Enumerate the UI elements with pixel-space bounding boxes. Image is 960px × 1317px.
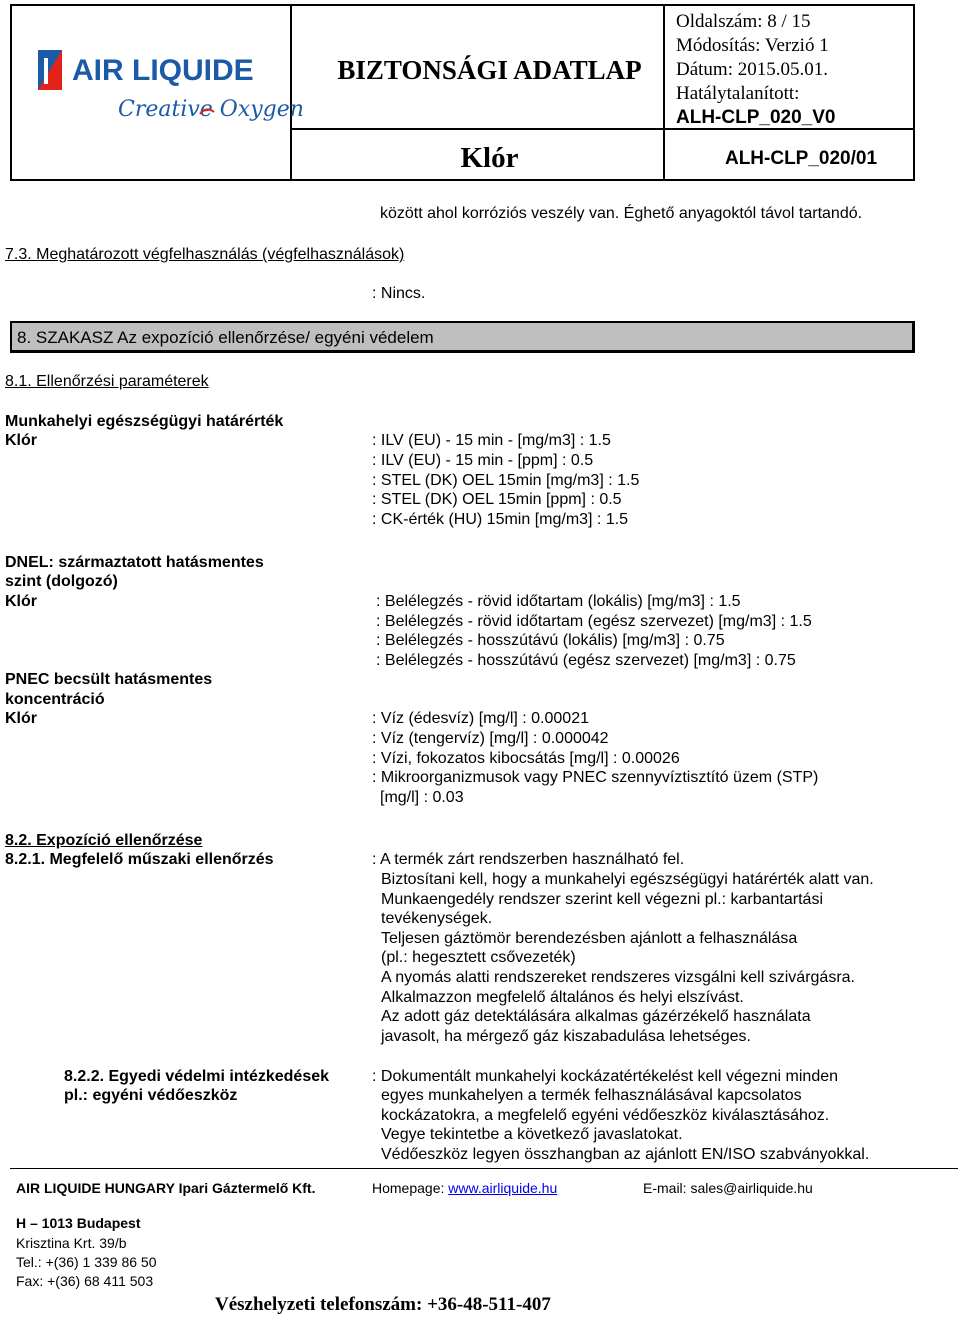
section-8-2-heading: 8.2. Expozíció ellenőrzése <box>5 832 203 849</box>
logo-tagline-text: Creative Oxygen <box>118 97 304 122</box>
document-code: ALH-CLP_020/01 <box>724 148 878 169</box>
ppe-line: Védőeszköz legyen összhangban az ajánlott EN/ISO szabványokkal. <box>381 1146 870 1163</box>
pnec-substance: Klór <box>5 710 37 727</box>
supersedes-label: Hatálytalanított: <box>676 83 800 104</box>
homepage-link[interactable]: www.airliquide.hu <box>448 1180 558 1196</box>
pnec-heading-cont: koncentráció <box>5 691 105 708</box>
date: Dátum: 2015.05.01. <box>676 59 828 80</box>
dnel-value: : Belélegzés - rövid időtartam (egész szervezet) [mg/m3] : 1.5 <box>376 613 812 630</box>
section-8-2-2-heading-cont: pl.: egyéni védőeszköz <box>64 1087 238 1104</box>
oel-heading: Munkahelyi egészségügyi határérték <box>5 413 284 430</box>
pnec-value: [mg/l] : 0.03 <box>380 789 464 806</box>
engineering-control-line: Biztosítani kell, hogy a munkahelyi egészségügyi határérték alatt van. <box>381 871 874 888</box>
pnec-value: : Víz (édesvíz) [mg/l] : 0.00021 <box>372 710 589 727</box>
document-title: BIZTONSÁGI ADATLAP <box>337 55 642 85</box>
continuation-text: között ahol korróziós veszély van. Éghető anyagoktól távol tartandó. <box>380 205 863 222</box>
document-header <box>10 4 915 181</box>
oel-value: : STEL (DK) OEL 15min [mg/m3] : 1.5 <box>372 472 640 489</box>
section-8-1-heading: 8.1. Ellenőrzési paraméterek <box>5 373 209 390</box>
air-liquide-logo <box>30 28 304 138</box>
product-name: Klór <box>460 142 519 174</box>
ppe-line: : Dokumentált munkahelyi kockázatértékelést kell végezni minden <box>372 1068 839 1085</box>
pnec-value: : Mikroorganizmusok vagy PNEC szennyvíztisztító üzem (STP) <box>372 769 819 786</box>
air-liquide-logo-mark <box>30 28 304 138</box>
section-8-title: 8. SZAKASZ Az expozíció ellenőrzése/ egyéni védelem <box>17 328 434 347</box>
oel-substance: Klór <box>5 432 37 449</box>
dnel-value: : Belélegzés - hosszútávú (lokális) [mg/m3] : 0.75 <box>376 632 725 649</box>
footer-email: E-mail: sales@airliquide.hu <box>643 1180 813 1196</box>
footer-company: AIR LIQUIDE HUNGARY Ipari Gáztermelő Kft. <box>16 1180 316 1196</box>
ppe-line: kockázatokra, a megfelelő egyéni védőeszköz kiválasztásához. <box>381 1107 830 1124</box>
revision: Módosítás: Verzió 1 <box>676 35 829 56</box>
oel-value: : CK-érték (HU) 15min [mg/m3] : 1.5 <box>372 511 629 528</box>
engineering-control-line: Alkalmazzon megfelelő általános és helyi elszívást. <box>381 989 744 1006</box>
section-8-2-2-heading: 8.2.2. Egyedi védelmi intézkedések <box>64 1068 330 1085</box>
oel-value: : STEL (DK) OEL 15min [ppm] : 0.5 <box>372 491 622 508</box>
section-8-banner <box>10 321 915 353</box>
engineering-control-line: javasolt, ha mérgező gáz kiszabadulása lehetséges. <box>381 1028 751 1045</box>
dnel-value: : Belélegzés - rövid időtartam (lokális) [mg/m3] : 1.5 <box>376 593 741 610</box>
pnec-value: : Víz (tengervíz) [mg/l] : 0.000042 <box>372 730 609 747</box>
pnec-value: : Vízi, fokozatos kibocsátás [mg/l] : 0.00026 <box>372 750 680 767</box>
engineering-control-line: tevékenységek. <box>381 910 493 927</box>
footer-homepage-label: Homepage: <box>372 1180 449 1196</box>
page-number: Oldalszám: 8 / 15 <box>676 11 811 32</box>
footer-divider <box>10 1168 958 1169</box>
engineering-control-line: Teljesen gáztömör berendezésben ajánlott a felhasználása <box>381 930 798 947</box>
ppe-line: egyes munkahelyen a termék felhasználásával kapcsolatos <box>381 1087 802 1104</box>
footer-phone: Tel.: +(36) 1 339 86 50 <box>16 1254 157 1270</box>
dnel-value: : Belélegzés - hosszútávú (egész szervezet) [mg/m3] : 0.75 <box>376 652 796 669</box>
footer-city: H – 1013 Budapest <box>16 1215 141 1231</box>
section-8-2-1-heading: 8.2.1. Megfelelő műszaki ellenőrzés <box>5 851 274 868</box>
dnel-heading: DNEL: származtatott hatásmentes <box>5 554 264 571</box>
section-7-3-heading: 7.3. Meghatározott végfelhasználás (végfelhasználások) <box>5 246 405 263</box>
dnel-heading-cont: szint (dolgozó) <box>5 573 118 590</box>
supersedes-code: ALH-CLP_020_V0 <box>676 107 836 128</box>
footer-street: Krisztina Krt. 39/b <box>16 1235 127 1251</box>
emergency-phone: Vészhelyzeti telefonszám: +36-48-511-407 <box>215 1294 551 1315</box>
footer-homepage <box>372 1179 557 1197</box>
oel-value: : ILV (EU) - 15 min - [mg/m3] : 1.5 <box>372 432 611 449</box>
engineering-control-line: A nyomás alatti rendszereket rendszeres vizsgálni kell szivárgásra. <box>381 969 855 986</box>
logo-company-text: AIR LIQUIDE <box>72 54 254 87</box>
ppe-line: Vegye tekintetbe a következő javaslatokat. <box>381 1126 683 1143</box>
engineering-control-line: Munkaengedély rendszer szerint kell végezni pl.: karbantartási <box>381 891 824 908</box>
dnel-substance: Klór <box>5 593 37 610</box>
engineering-control-line: : A termék zárt rendszerben használható fel. <box>372 851 685 868</box>
engineering-control-line: (pl.: hegesztett csővezeték) <box>381 949 576 966</box>
engineering-control-line: Az adott gáz detektálására alkalmas gázérzékelő használata <box>381 1008 811 1025</box>
footer-fax: Fax: +(36) 68 411 503 <box>16 1273 154 1289</box>
oel-value: : ILV (EU) - 15 min - [ppm] : 0.5 <box>372 452 594 469</box>
pnec-heading: PNEC becsült hatásmentes <box>5 671 213 688</box>
section-7-3-value: : Nincs. <box>372 285 426 302</box>
